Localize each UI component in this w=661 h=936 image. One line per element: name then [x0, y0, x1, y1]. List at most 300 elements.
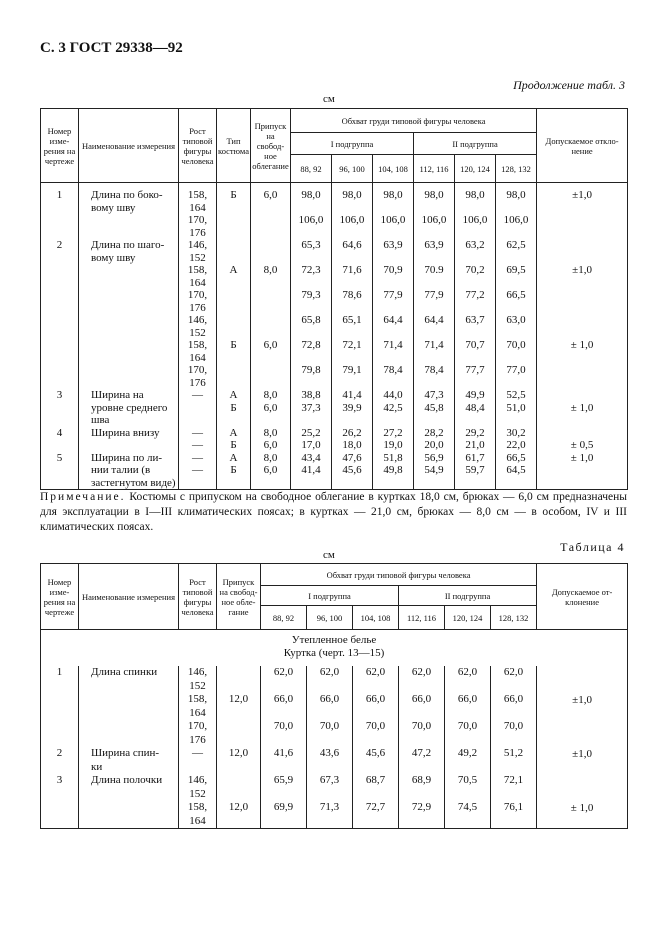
cell-tolerance [537, 239, 628, 252]
cell-name: Длина полочки [79, 774, 179, 788]
cell-num [41, 761, 79, 775]
cell-value [332, 327, 373, 340]
cell-value: 98,0 [455, 183, 496, 202]
head-size: 96, 100 [307, 606, 353, 630]
cell-allowance: 8,0 [251, 264, 291, 277]
head-group-2: II подгруппа [399, 586, 537, 606]
cell-type [217, 364, 251, 377]
cell-height: 176 [179, 377, 217, 390]
cell-value: 70.9 [414, 264, 455, 277]
cell-value: 66,0 [445, 693, 491, 707]
cell-value: 71,4 [414, 339, 455, 352]
cell-value: 98,0 [332, 183, 373, 202]
cell-value: 66,0 [399, 693, 445, 707]
table-row [41, 214, 628, 227]
cell-value: 29,2 [455, 427, 496, 440]
cell-value: 77,7 [455, 364, 496, 377]
cell-value [332, 377, 373, 390]
cell-value: 70,0 [496, 339, 537, 352]
cell-tolerance [537, 352, 628, 365]
cell-value [496, 252, 537, 265]
cell-value [399, 707, 445, 721]
cell-type: А [217, 389, 251, 402]
cell-value: 47,3 [414, 389, 455, 402]
cell-value: 77,0 [496, 364, 537, 377]
cell-value: 76,1 [491, 801, 537, 815]
cell-value: 63,9 [414, 239, 455, 252]
cell-type [217, 414, 251, 427]
cell-value [332, 252, 373, 265]
cell-name: нии талии (в [79, 464, 179, 477]
cell-height: 158, [179, 801, 217, 815]
cell-value: 63,2 [455, 239, 496, 252]
table-row [41, 477, 628, 490]
cell-num [41, 734, 79, 748]
continuation-label: Продолжение табл. 3 [513, 78, 625, 92]
cell-name [79, 264, 179, 277]
cell-value: 71,4 [373, 339, 414, 352]
cell-name: вому шву [79, 202, 179, 215]
cell-type [217, 289, 251, 302]
table-row [41, 277, 628, 290]
cell-value: 70,0 [491, 720, 537, 734]
cell-value: 44,0 [373, 389, 414, 402]
cell-tolerance [537, 720, 628, 734]
table-row [41, 377, 628, 390]
cell-value: 48,4 [455, 402, 496, 415]
table-row [41, 815, 628, 829]
table-row [41, 389, 628, 402]
cell-value [353, 815, 399, 829]
cell-num [41, 414, 79, 427]
cell-tolerance [537, 389, 628, 402]
cell-value: 106,0 [373, 214, 414, 227]
table-row [41, 427, 628, 440]
cell-type [217, 214, 251, 227]
cell-height: 152 [179, 327, 217, 340]
cell-name: шва [79, 414, 179, 427]
cell-height: 176 [179, 734, 217, 748]
cell-value [455, 327, 496, 340]
cell-height [179, 477, 217, 490]
cell-allowance [217, 774, 261, 788]
cell-value [414, 302, 455, 315]
cell-tolerance [537, 227, 628, 240]
cell-allowance: 8,0 [251, 427, 291, 440]
cell-height: 170, [179, 720, 217, 734]
cell-num: 2 [41, 239, 79, 252]
cell-value: 38,8 [291, 389, 332, 402]
head-size: 104, 108 [373, 155, 414, 183]
table-4 [40, 563, 628, 829]
cell-value: 70,7 [455, 339, 496, 352]
cell-value: 70,9 [373, 264, 414, 277]
cell-value: 98,0 [414, 183, 455, 202]
cell-height: 152 [179, 252, 217, 265]
cell-value: 49,8 [373, 464, 414, 477]
cell-height: 158, [179, 183, 217, 202]
cell-value: 66,5 [496, 452, 537, 465]
cell-value [399, 815, 445, 829]
cell-allowance [251, 252, 291, 265]
cell-value: 63,0 [496, 314, 537, 327]
cell-value [291, 327, 332, 340]
cell-value: 78,4 [414, 364, 455, 377]
cell-num [41, 252, 79, 265]
cell-value: 26,2 [332, 427, 373, 440]
cell-allowance: 8,0 [251, 389, 291, 402]
cell-value [291, 277, 332, 290]
cell-num [41, 720, 79, 734]
cell-num: 4 [41, 427, 79, 440]
cell-value: 54,9 [414, 464, 455, 477]
table-row [41, 774, 628, 788]
table-row [41, 364, 628, 377]
cell-value: 52,5 [496, 389, 537, 402]
table-row [41, 183, 628, 202]
cell-value: 72,1 [491, 774, 537, 788]
cell-allowance: 6,0 [251, 439, 291, 452]
cell-value [332, 477, 373, 490]
cell-name [79, 720, 179, 734]
cell-value [491, 680, 537, 694]
cell-value: 70,0 [261, 720, 307, 734]
cell-height: — [179, 439, 217, 452]
table-row [41, 239, 628, 252]
cell-value [491, 815, 537, 829]
cell-num [41, 352, 79, 365]
cell-value [455, 252, 496, 265]
cell-tolerance [537, 707, 628, 721]
table-row [41, 707, 628, 721]
cell-height: 158, [179, 339, 217, 352]
cell-value [445, 734, 491, 748]
head-name: Наименование измерения [79, 109, 179, 183]
cell-allowance [251, 277, 291, 290]
table-row [41, 339, 628, 352]
note-label: Примечание. [40, 491, 126, 503]
cell-value [399, 788, 445, 802]
cell-allowance [217, 788, 261, 802]
cell-value: 64,4 [373, 314, 414, 327]
cell-type [217, 252, 251, 265]
cell-type: Б [217, 464, 251, 477]
cell-value: 62,0 [353, 666, 399, 680]
cell-allowance [251, 302, 291, 315]
cell-tolerance [537, 761, 628, 775]
cell-value: 106,0 [414, 214, 455, 227]
cell-value [332, 277, 373, 290]
cell-name [79, 214, 179, 227]
cell-value [307, 761, 353, 775]
cell-value: 78,4 [373, 364, 414, 377]
cell-tolerance [537, 202, 628, 215]
cell-value [455, 277, 496, 290]
cell-value: 49,2 [445, 747, 491, 761]
table-row [41, 264, 628, 277]
cell-value [414, 252, 455, 265]
cell-value: 28,2 [414, 427, 455, 440]
head-allowance: Припуск на свободное облегание [217, 564, 261, 630]
cell-value [332, 414, 373, 427]
cell-value [373, 277, 414, 290]
cell-tolerance [537, 277, 628, 290]
cell-tolerance: ± 1,0 [537, 339, 628, 352]
cell-value: 70,0 [353, 720, 399, 734]
cell-value: 106,0 [496, 214, 537, 227]
table-row [41, 414, 628, 427]
cell-value [307, 815, 353, 829]
cell-allowance [251, 477, 291, 490]
cell-value [491, 707, 537, 721]
cell-num: 2 [41, 747, 79, 761]
cell-type [217, 239, 251, 252]
cell-value: 30,2 [496, 427, 537, 440]
cell-tolerance [537, 364, 628, 377]
head-girth: Обхват груди типовой фигуры человека [261, 564, 537, 586]
cell-height: — [179, 464, 217, 477]
cell-value [496, 202, 537, 215]
head-height: Рост типовой фигуры человека [179, 109, 217, 183]
cell-num [41, 801, 79, 815]
cell-value [414, 227, 455, 240]
cell-num: 3 [41, 774, 79, 788]
cell-height: 164 [179, 815, 217, 829]
cell-value [373, 302, 414, 315]
cell-allowance [251, 214, 291, 227]
cell-num [41, 402, 79, 415]
cell-name [79, 693, 179, 707]
cell-height [179, 402, 217, 415]
cell-value: 51,8 [373, 452, 414, 465]
table-row [41, 352, 628, 365]
cell-value [414, 477, 455, 490]
cell-height [179, 414, 217, 427]
head-size: 88, 92 [291, 155, 332, 183]
table-row [41, 327, 628, 340]
cell-name [79, 734, 179, 748]
head-size: 112, 116 [399, 606, 445, 630]
cell-value: 68,9 [399, 774, 445, 788]
cell-tolerance: ±1,0 [537, 693, 628, 707]
cell-value [445, 761, 491, 775]
cell-value [496, 352, 537, 365]
cell-name: Длина по шаго- [79, 239, 179, 252]
cell-type [217, 277, 251, 290]
cell-type: А [217, 264, 251, 277]
cell-value: 22,0 [496, 439, 537, 452]
cell-tolerance [537, 214, 628, 227]
cell-value: 41,6 [261, 747, 307, 761]
cell-value [414, 352, 455, 365]
cell-value: 49,9 [455, 389, 496, 402]
cell-height: 152 [179, 788, 217, 802]
cell-num [41, 788, 79, 802]
cell-name [79, 680, 179, 694]
cell-value: 79,1 [332, 364, 373, 377]
table-row [41, 801, 628, 815]
cell-type: Б [217, 402, 251, 415]
cell-tolerance [537, 252, 628, 265]
cell-value: 45,6 [353, 747, 399, 761]
cell-tolerance [537, 289, 628, 302]
cell-num [41, 339, 79, 352]
cell-value: 63,9 [373, 239, 414, 252]
cell-value: 65,3 [291, 239, 332, 252]
table-row [41, 747, 628, 761]
cell-allowance [251, 414, 291, 427]
cell-value: 66,0 [307, 693, 353, 707]
table-row [41, 761, 628, 775]
cell-type [217, 202, 251, 215]
cell-value [496, 277, 537, 290]
cell-value: 66,0 [491, 693, 537, 707]
cell-value: 61,7 [455, 452, 496, 465]
cell-num [41, 680, 79, 694]
cell-height: 146, [179, 774, 217, 788]
table-row [41, 252, 628, 265]
cell-allowance [251, 327, 291, 340]
cell-name [79, 707, 179, 721]
table-row [41, 788, 628, 802]
cell-value [261, 788, 307, 802]
cell-value: 69,5 [496, 264, 537, 277]
cell-allowance: 6,0 [251, 183, 291, 202]
cell-tolerance: ±1,0 [537, 747, 628, 761]
cell-value [455, 352, 496, 365]
cell-num [41, 302, 79, 315]
table-row [41, 734, 628, 748]
cell-value [332, 202, 373, 215]
cell-value: 70,0 [399, 720, 445, 734]
cell-value: 106,0 [291, 214, 332, 227]
head-num: Номер измерения на чертеже [41, 109, 79, 183]
cell-value: 18,0 [332, 439, 373, 452]
cell-value [414, 414, 455, 427]
cell-allowance [251, 239, 291, 252]
cell-value [414, 377, 455, 390]
cell-value [291, 352, 332, 365]
cell-num: 1 [41, 666, 79, 680]
cell-value: 64,6 [332, 239, 373, 252]
cell-value [373, 227, 414, 240]
cell-tolerance [537, 734, 628, 748]
cell-value: 65,1 [332, 314, 373, 327]
cell-tolerance: ± 1,0 [537, 801, 628, 815]
cell-value: 63,7 [455, 314, 496, 327]
cell-allowance: 6,0 [251, 339, 291, 352]
cell-value [445, 815, 491, 829]
cell-value [455, 227, 496, 240]
cell-tolerance [537, 427, 628, 440]
head-type: Тип костюма [217, 109, 251, 183]
cell-height: 164 [179, 352, 217, 365]
cell-value: 65,8 [291, 314, 332, 327]
table-row [41, 464, 628, 477]
cell-value [491, 761, 537, 775]
head-size: 120, 124 [445, 606, 491, 630]
cell-name [79, 327, 179, 340]
cell-height: 176 [179, 227, 217, 240]
head-size: 128, 132 [491, 606, 537, 630]
table-row [41, 693, 628, 707]
cell-type [217, 314, 251, 327]
cell-type [217, 352, 251, 365]
head-height: Рост типовой фигуры человека [179, 564, 217, 630]
cell-type [217, 327, 251, 340]
cell-value [373, 252, 414, 265]
cell-name: вому шву [79, 252, 179, 265]
table-row [41, 720, 628, 734]
table-row [41, 202, 628, 215]
table-row [41, 666, 628, 680]
cell-value: 41,4 [332, 389, 373, 402]
cell-type: Б [217, 183, 251, 202]
cell-tolerance [537, 477, 628, 490]
table-row [41, 227, 628, 240]
cell-value [455, 202, 496, 215]
cell-num [41, 327, 79, 340]
cell-allowance: 6,0 [251, 464, 291, 477]
cell-allowance: 12,0 [217, 693, 261, 707]
cell-value [353, 680, 399, 694]
cell-allowance [217, 720, 261, 734]
cell-num [41, 477, 79, 490]
cell-height: 146, [179, 239, 217, 252]
head-group-1: I подгруппа [291, 133, 414, 155]
cell-num: 1 [41, 183, 79, 202]
cell-value: 72,8 [291, 339, 332, 352]
cell-value: 62,0 [261, 666, 307, 680]
cell-num [41, 202, 79, 215]
cell-value [353, 761, 399, 775]
head-tolerance: Допускаемое отклонение [537, 109, 628, 183]
cell-name [79, 352, 179, 365]
cell-value [496, 477, 537, 490]
cell-value: 41,4 [291, 464, 332, 477]
cell-value: 72,1 [332, 339, 373, 352]
cell-height: 158, [179, 693, 217, 707]
cell-value: 67,3 [307, 774, 353, 788]
cell-value [261, 815, 307, 829]
cell-value [496, 414, 537, 427]
cell-num [41, 815, 79, 829]
cell-value: 98,0 [496, 183, 537, 202]
cell-tolerance: ± 0,5 [537, 439, 628, 452]
cell-name [79, 289, 179, 302]
cell-value: 42,5 [373, 402, 414, 415]
cell-value [496, 377, 537, 390]
cell-value: 64,5 [496, 464, 537, 477]
cell-num [41, 693, 79, 707]
cell-value: 64,4 [414, 314, 455, 327]
head-size: 128, 132 [496, 155, 537, 183]
cell-value: 20,0 [414, 439, 455, 452]
cell-value: 72,9 [399, 801, 445, 815]
cell-name [79, 339, 179, 352]
head-size: 88, 92 [261, 606, 307, 630]
cell-value: 70,5 [445, 774, 491, 788]
table-row [41, 452, 628, 465]
cell-num [41, 289, 79, 302]
cell-value: 43,6 [307, 747, 353, 761]
cell-value [353, 734, 399, 748]
cell-num [41, 314, 79, 327]
cell-height: 146, [179, 666, 217, 680]
cell-value: 79,3 [291, 289, 332, 302]
cell-value: 47,2 [399, 747, 445, 761]
cell-value [307, 734, 353, 748]
